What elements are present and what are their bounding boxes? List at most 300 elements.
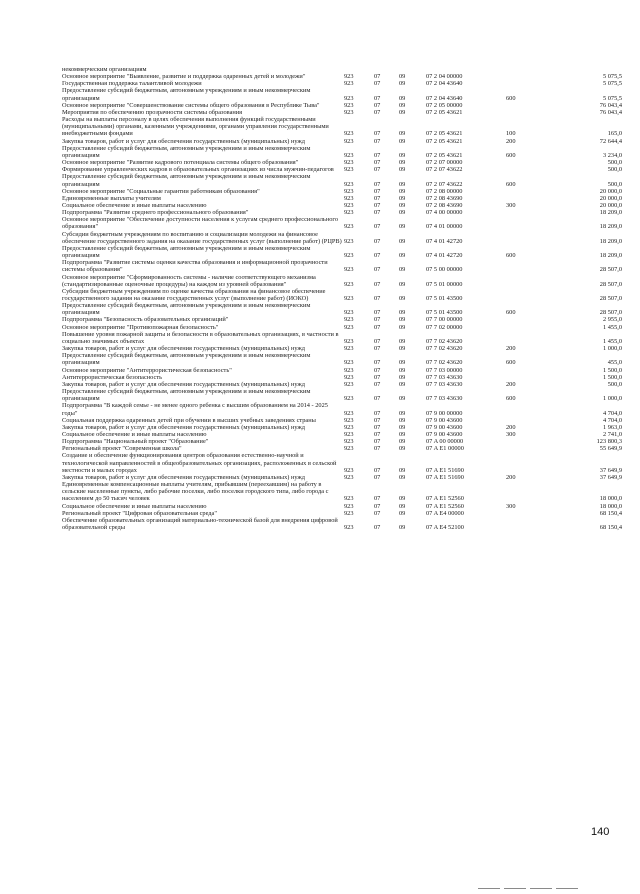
amount: 500,0 <box>607 159 622 167</box>
target-article-code: 07 5 01 43500 <box>426 309 463 317</box>
subsection-code: 09 <box>399 280 406 288</box>
subsection-code: 09 <box>399 130 406 138</box>
grbs-code: 923 <box>344 130 354 138</box>
table-row <box>62 102 622 109</box>
grbs-code: 923 <box>344 280 354 288</box>
table-row <box>62 245 622 259</box>
target-article-code: 07 5 00 00000 <box>426 266 463 274</box>
table-row <box>62 510 622 517</box>
expense-type-code <box>506 367 546 374</box>
amount: 18 209,0 <box>599 252 622 260</box>
amount: 28 507,0 <box>599 280 622 288</box>
table-row <box>62 352 622 366</box>
expense-type-code <box>506 109 546 116</box>
expense-type-code: 300 <box>506 201 516 209</box>
target-article-code: 07 A E4 52100 <box>426 524 464 531</box>
subsection-code: 09 <box>399 430 406 438</box>
grbs-code: 923 <box>344 409 354 417</box>
section-code: 07 <box>374 101 381 109</box>
subsection-code: 09 <box>399 194 406 202</box>
table-row <box>62 445 622 452</box>
grbs-code: 923 <box>344 309 354 317</box>
subsection-code: 09 <box>399 337 406 345</box>
grbs-code: 923 <box>344 180 354 188</box>
expense-type-code <box>506 445 546 452</box>
subsection-code: 09 <box>399 395 406 403</box>
subsection-code: 09 <box>399 252 406 260</box>
subsection-code: 09 <box>399 309 406 317</box>
table-row <box>62 474 622 481</box>
target-article-code: 07 9 00 43600 <box>426 423 463 431</box>
table-row <box>62 259 622 273</box>
section-code: 07 <box>374 187 381 195</box>
table-row <box>62 424 622 431</box>
amount: 4 704,0 <box>602 409 622 417</box>
item-name: Закупка товаров, работ и услуг для обеспечения государственных (муниципальных) нужд <box>62 137 306 145</box>
section-code: 07 <box>374 94 381 102</box>
subsection-code: 09 <box>399 266 406 274</box>
subsection-code: 09 <box>399 316 406 324</box>
grbs-code: 923 <box>344 380 354 388</box>
section-code: 07 <box>374 438 381 446</box>
item-name: Единовременные компенсационные выплаты учителям, прибывшим (переехавшим) на работу в сельские населенные пункты, либо рабочие поселки, либо поселки городского типа, либо города с населением до 50 тысяч человек <box>62 481 329 503</box>
expense-type-code: 600 <box>506 359 516 367</box>
expense-type-code <box>506 481 546 502</box>
amount: 18 209,0 <box>599 223 622 231</box>
expense-type-code <box>506 417 546 424</box>
item-name: Подпрограмма "Безопасность образовательных организаций" <box>62 316 229 324</box>
subsection-code: 09 <box>399 237 406 245</box>
amount: 37 649,9 <box>599 473 622 481</box>
item-name: Подпрограмма "Развитие среднего профессионального образования" <box>62 209 249 217</box>
expense-type-code <box>506 517 546 531</box>
expense-type-code: 600 <box>506 309 516 317</box>
grbs-code: 923 <box>344 345 354 353</box>
table-row <box>62 302 622 316</box>
amount: 68 150,4 <box>599 509 622 517</box>
section-code: 07 <box>374 473 381 481</box>
subsection-code: 09 <box>399 438 406 446</box>
section-code: 07 <box>374 502 381 510</box>
target-article-code: 07 7 02 00000 <box>426 323 463 331</box>
section-code: 07 <box>374 223 381 231</box>
budget-table <box>62 66 622 531</box>
expense-type-code <box>506 259 546 273</box>
target-article-code: 07 A E1 00000 <box>426 445 464 453</box>
subsection-code <box>399 66 426 73</box>
grbs-code: 923 <box>344 445 354 453</box>
target-article-code: 07 7 03 00000 <box>426 366 463 374</box>
expense-type-code <box>506 324 546 331</box>
target-article-code: 07 A E1 52560 <box>426 495 464 503</box>
table-row <box>62 388 622 402</box>
table-row <box>62 417 622 424</box>
target-article-code: 07 A 00 00000 <box>426 438 464 446</box>
section-code: 07 <box>374 359 381 367</box>
item-name: Основное мероприятие "Обеспечение доступности населения к услугам среднего профессионального образования" <box>62 216 338 231</box>
expense-type-code <box>506 331 546 345</box>
subsection-code: 09 <box>399 73 406 81</box>
amount <box>546 66 622 73</box>
target-article-code: 07 4 01 42720 <box>426 237 463 245</box>
target-article-code: 07 2 05 43621 <box>426 130 463 138</box>
section-code: 07 <box>374 345 381 353</box>
section-code: 07 <box>374 409 381 417</box>
section-code: 07 <box>374 323 381 331</box>
grbs-code: 923 <box>344 416 354 424</box>
target-article-code: 07 5 01 00000 <box>426 280 463 288</box>
amount: 500,0 <box>607 166 622 174</box>
section-code: 07 <box>374 316 381 324</box>
grbs-code: 923 <box>344 495 354 503</box>
amount: 1 500,0 <box>602 373 622 381</box>
target-article-code: 07 5 01 43500 <box>426 295 463 302</box>
table-row <box>62 138 622 145</box>
grbs-code: 923 <box>344 80 354 88</box>
expense-type-code <box>506 195 546 202</box>
expense-type-code <box>506 166 546 173</box>
amount: 5 075,5 <box>602 73 622 81</box>
amount: 5 075,5 <box>602 94 622 102</box>
expense-type-code: 600 <box>506 151 516 159</box>
item-name: Предоставление субсидий бюджетным, автономным учреждениям и иным некоммерческим организациям <box>62 352 311 367</box>
item-name: Предоставление субсидий бюджетным, автономным учреждениям и иным некоммерческим организациям <box>62 87 311 102</box>
amount: 18 209,0 <box>599 209 622 217</box>
target-article-code: 07 2 05 43621 <box>426 137 463 145</box>
table-row <box>62 188 622 195</box>
amount: 1 000,0 <box>602 395 622 403</box>
expense-type-code: 300 <box>506 430 516 438</box>
subsection-code: 09 <box>399 495 406 503</box>
table-row <box>62 374 622 381</box>
target-article-code: 07 7 03 43630 <box>426 373 463 381</box>
expense-type-code: 200 <box>506 380 516 388</box>
item-name: Социальное обеспечение и иные выплаты населению <box>62 201 207 209</box>
table-row <box>62 503 622 510</box>
target-article-code: 07 7 03 43630 <box>426 380 463 388</box>
target-article-code: 07 2 04 00000 <box>426 73 463 81</box>
grbs-code: 923 <box>344 524 354 531</box>
subsection-code: 09 <box>399 409 406 417</box>
target-article-code: 07 7 02 43620 <box>426 345 463 353</box>
item-name: Основное мероприятие "Противопожарная безопасность" <box>62 323 219 331</box>
subsection-code: 09 <box>399 187 406 195</box>
item-name: Создание и обеспечение функционирования центров образования естественно-научной и технологической направленностей в общеобразовательных организациях, расположенных в сельской местности и малых городах <box>62 452 337 474</box>
table-row <box>62 331 622 345</box>
section-code: 07 <box>374 309 381 317</box>
subsection-code: 09 <box>399 209 406 217</box>
item-name: Закупка товаров, работ и услуг для обеспечения государственных (муниципальных) нужд <box>62 345 306 353</box>
grbs-code: 923 <box>344 166 354 174</box>
item-name: Субсидии бюджетным учреждениям по воспитанию и социализации молодежи на финансовое обеспечение государственного задания на оказание государственных услуг (выполнение работ) (РЦРВ) <box>62 230 342 245</box>
expense-type-code: 600 <box>506 252 516 260</box>
item-name: Расходы на выплаты персоналу в целях обеспечения выполнения функций государственными (муниципальными) органами, казенными учреждениями, органами управления государственными внебюджетными фондами <box>62 116 329 138</box>
table-row <box>62 73 622 80</box>
item-name: Социальное обеспечение и иные выплаты населению <box>62 502 207 510</box>
amount: 37 649,9 <box>599 466 622 474</box>
target-article-code: 07 A E1 51690 <box>426 473 464 481</box>
section-code: 07 <box>374 337 381 345</box>
table-row <box>62 381 622 388</box>
table-row <box>62 80 622 87</box>
grbs-code: 923 <box>344 337 354 345</box>
section-code: 07 <box>374 80 381 88</box>
target-article-code: 07 A E1 52560 <box>426 502 464 510</box>
amount: 18 000,0 <box>599 495 622 503</box>
target-article-code: 07 2 07 00000 <box>426 159 463 167</box>
grbs-code: 923 <box>344 423 354 431</box>
expense-type-code: 200 <box>506 473 516 481</box>
expense-type-code <box>506 231 546 245</box>
subsection-code: 09 <box>399 423 406 431</box>
grbs-code: 923 <box>344 73 354 81</box>
section-code: 07 <box>374 395 381 403</box>
table-row <box>62 159 622 166</box>
amount: 76 043,4 <box>599 101 622 109</box>
amount: 20 000,0 <box>599 187 622 195</box>
grbs-code: 923 <box>344 237 354 245</box>
grbs-code: 923 <box>344 466 354 474</box>
section-code <box>374 66 399 73</box>
target-article-code: 07 2 05 43621 <box>426 108 463 116</box>
section-code: 07 <box>374 416 381 424</box>
subsection-code: 09 <box>399 101 406 109</box>
grbs-code: 923 <box>344 223 354 231</box>
table-row <box>62 202 622 209</box>
expense-type-code <box>506 452 546 473</box>
item-name: Формирование управленческих кадров в образовательных организациях из числа мужчин-педагогов <box>62 166 334 174</box>
target-article-code: 07 9 00 43600 <box>426 416 463 424</box>
item-name: Повышение уровня пожарной защиты и безопасности в образовательных организациях, в частности в социально значимых объектах <box>62 330 339 345</box>
target-article-code: 07 2 05 00000 <box>426 101 463 109</box>
subsection-code: 09 <box>399 373 406 381</box>
subsection-code: 09 <box>399 502 406 510</box>
expense-type-code <box>506 316 546 323</box>
expense-type-code: 600 <box>506 395 516 403</box>
amount: 4 704,0 <box>602 416 622 424</box>
grbs-code: 923 <box>344 94 354 102</box>
amount: 18 000,0 <box>599 502 622 510</box>
target-article-code: 07 2 07 43622 <box>426 166 463 174</box>
amount: 72 644,4 <box>599 137 622 145</box>
table-row <box>62 316 622 323</box>
amount: 76 043,4 <box>599 108 622 116</box>
grbs-code: 923 <box>344 473 354 481</box>
expense-type-code <box>506 102 546 109</box>
grbs-code: 923 <box>344 137 354 145</box>
expense-type-code <box>506 66 546 73</box>
section-code: 07 <box>374 509 381 517</box>
grbs-code: 923 <box>344 430 354 438</box>
item-name: Основное мероприятие "Совершенствование системы общего образования в Республике Тыва" <box>62 101 320 109</box>
expense-type-code: 200 <box>506 345 516 353</box>
table-row <box>62 324 622 331</box>
section-code: 07 <box>374 137 381 145</box>
amount: 55 649,9 <box>599 445 622 453</box>
subsection-code: 09 <box>399 380 406 388</box>
amount: 68 150,4 <box>599 524 622 531</box>
subsection-code: 09 <box>399 223 406 231</box>
table-row <box>62 438 622 445</box>
target-article-code: 07 9 00 43600 <box>426 430 463 438</box>
grbs-code: 923 <box>344 108 354 116</box>
section-code: 07 <box>374 166 381 174</box>
amount: 500,0 <box>607 380 622 388</box>
amount: 28 507,0 <box>599 309 622 317</box>
item-name: Социальная поддержка одаренных детей при обучении в высших учебных заведениях страны <box>62 416 316 424</box>
expense-type-code <box>506 438 546 445</box>
target-article-code: 07 7 02 43620 <box>426 359 463 367</box>
item-name: Субсидии бюджетным учреждениям по оценке качества образования на финансовое обеспечение государственного задания на оказание государственных услуг (выполнение работ) (ИОКО) <box>62 287 326 302</box>
page-number: 140 <box>591 826 610 838</box>
target-article-code: 07 9 00 00000 <box>426 409 463 417</box>
section-code: 07 <box>374 73 381 81</box>
table-row <box>62 116 622 137</box>
item-name: Антитеррористическая безопасность <box>62 373 162 381</box>
expense-type-code: 600 <box>506 180 516 188</box>
target-article-code: 07 4 01 42720 <box>426 252 463 260</box>
table-row <box>62 345 622 352</box>
section-code: 07 <box>374 151 381 159</box>
item-name: Региональный проект "Современная школа" <box>62 445 182 453</box>
item-name: Государственная поддержка талантливой молодежи <box>62 80 202 88</box>
expense-type-code: 200 <box>506 423 516 431</box>
target-article-code: 07 4 01 00000 <box>426 223 463 231</box>
subsection-code: 09 <box>399 509 406 517</box>
subsection-code: 09 <box>399 524 406 531</box>
table-row <box>62 195 622 202</box>
section-code: 07 <box>374 180 381 188</box>
table-row <box>62 66 622 73</box>
subsection-code: 09 <box>399 180 406 188</box>
target-article-code: 07 2 05 43621 <box>426 151 463 159</box>
item-name: Мероприятия по обеспечению прозрачности системы образования <box>62 108 243 116</box>
expense-type-code <box>506 216 546 230</box>
target-article-code: 07 7 02 43620 <box>426 337 463 345</box>
grbs-code: 923 <box>344 101 354 109</box>
target-article-code: 07 2 08 00000 <box>426 187 463 195</box>
item-name: Предоставление субсидий бюджетным, автономным учреждениям и иным некоммерческим организациям <box>62 302 311 317</box>
item-name: Предоставление субсидий бюджетным, автономным учреждениям и иным некоммерческим организациям <box>62 173 311 188</box>
grbs-code: 923 <box>344 373 354 381</box>
section-code: 07 <box>374 194 381 202</box>
section-code: 07 <box>374 524 381 531</box>
amount: 123 800,3 <box>596 438 622 446</box>
table-row <box>62 87 622 101</box>
table-row <box>62 481 622 502</box>
subsection-code: 09 <box>399 80 406 88</box>
amount: 500,0 <box>607 180 622 188</box>
section-code: 07 <box>374 366 381 374</box>
amount: 28 507,0 <box>599 266 622 274</box>
item-name: Социальное обеспечение и иные выплаты населению <box>62 430 207 438</box>
amount: 1 963,0 <box>602 423 622 431</box>
section-code: 07 <box>374 430 381 438</box>
budget-table-body <box>62 66 622 531</box>
grbs-code: 923 <box>344 323 354 331</box>
section-code: 07 <box>374 209 381 217</box>
grbs-code: 923 <box>344 395 354 403</box>
item-name: Закупка товаров, работ и услуг для обеспечения государственных (муниципальных) нужд <box>62 473 306 481</box>
amount: 3 234,0 <box>602 151 622 159</box>
section-code: 07 <box>374 108 381 116</box>
amount: 165,0 <box>607 130 622 138</box>
item-name: Основное мероприятие "Социальные гарантии работникам образования" <box>62 187 260 195</box>
expense-type-code <box>506 159 546 166</box>
item-name: Единовременные выплаты учителям <box>62 194 161 202</box>
item-name: Закупка товаров, работ и услуг для обеспечения государственных (муниципальных) нужд <box>62 423 306 431</box>
item-name: Основное мероприятие "Выявление, развитие и поддержка одаренных детей и молодежи" <box>62 73 306 81</box>
footer-rule <box>530 888 552 889</box>
footer-rule <box>478 888 500 889</box>
section-code: 07 <box>374 466 381 474</box>
subsection-code: 09 <box>399 466 406 474</box>
target-article-code: 07 2 04 43640 <box>426 80 463 88</box>
amount: 1 455,0 <box>602 323 622 331</box>
subsection-code: 09 <box>399 159 406 167</box>
expense-type-code <box>506 374 546 381</box>
table-row <box>62 209 622 216</box>
subsection-code: 09 <box>399 416 406 424</box>
target-article-code <box>426 66 506 73</box>
grbs-code: 923 <box>344 502 354 510</box>
subsection-code: 09 <box>399 295 406 302</box>
section-code: 07 <box>374 237 381 245</box>
table-row <box>62 367 622 374</box>
item-name: Основное мероприятие "Развитие кадрового потенциала системы общего образования" <box>62 159 299 167</box>
expense-type-code: 300 <box>506 502 516 510</box>
section-code: 07 <box>374 201 381 209</box>
grbs-code: 923 <box>344 359 354 367</box>
target-article-code: 07 2 08 43690 <box>426 201 463 209</box>
target-article-code: 07 A E4 00000 <box>426 509 464 517</box>
amount: 455,0 <box>607 359 622 367</box>
grbs-code: 923 <box>344 194 354 202</box>
grbs-code: 923 <box>344 316 354 324</box>
grbs-code: 923 <box>344 509 354 517</box>
section-code: 07 <box>374 423 381 431</box>
subsection-code: 09 <box>399 473 406 481</box>
table-row <box>62 517 622 531</box>
item-name: Основное мероприятие "Сформированность системы - наличие соответствующего механизма (стандартизированные оценочные процедуры) на каждом из уровней образования" <box>62 273 316 288</box>
footer-rule <box>504 888 526 889</box>
section-code: 07 <box>374 380 381 388</box>
table-row <box>62 452 622 473</box>
target-article-code: 07 2 08 43690 <box>426 194 463 202</box>
section-code: 07 <box>374 130 381 138</box>
target-article-code: 07 2 04 43640 <box>426 94 463 102</box>
item-name: Предоставление субсидий бюджетным, автономным учреждениям и иным некоммерческим организациям <box>62 244 311 260</box>
expense-type-code: 200 <box>506 137 516 145</box>
expense-type-code: 600 <box>506 94 516 102</box>
amount: 1 000,0 <box>602 345 622 353</box>
item-name: Предоставление субсидий бюджетным, автономным учреждениям и иным некоммерческим организациям <box>62 144 311 159</box>
item-name: Региональный проект "Цифровая образовательная среда" <box>62 509 217 517</box>
section-code: 07 <box>374 373 381 381</box>
grbs-code: 923 <box>344 151 354 159</box>
item-name: Подпрограмма "Национальный проект "Образование" <box>62 438 209 446</box>
amount: 1 500,0 <box>602 366 622 374</box>
table-row <box>62 431 622 438</box>
subsection-code: 09 <box>399 323 406 331</box>
section-code: 07 <box>374 159 381 167</box>
expense-type-code: 100 <box>506 130 516 138</box>
item-name: Основное мероприятие "Антитеррористическая безопасность" <box>62 366 232 374</box>
grbs-code: 923 <box>344 295 354 302</box>
grbs-code: 923 <box>344 266 354 274</box>
grbs-code: 923 <box>344 201 354 209</box>
item-name: Закупка товаров, работ и услуг для обеспечения государственных (муниципальных) нужд <box>62 380 306 388</box>
